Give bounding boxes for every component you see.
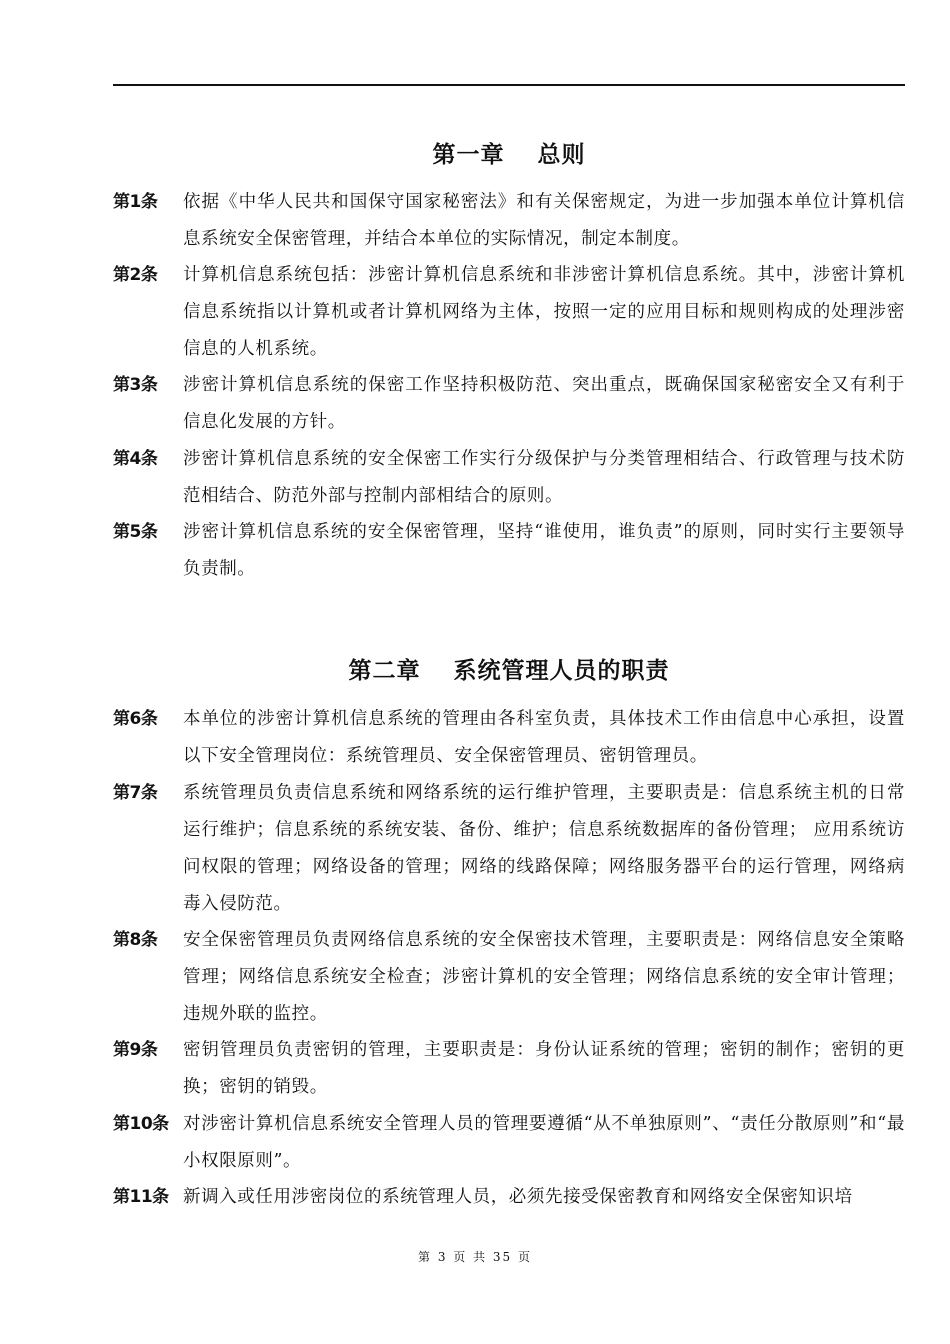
article-6 (113, 701, 905, 775)
article-10 (113, 1106, 905, 1180)
article-text: 系统管理员负责信息系统和网络系统的运行维护管理，主要职责是：信息系统主机的日常运行维护；信息系统的系统安装、备份、维护；信息系统数据库的备份管理； 应用系统访问权限的管理；网络设备的管理；网络的线路保障；网络服务器平台的运行管理，网络病毒入侵防范。 (183, 783, 905, 914)
article-number: 第4条 (113, 449, 158, 469)
article-text: 本单位的涉密计算机信息系统的管理由各科室负责，具体技术工作由信息中心承担，设置以下安全管理岗位：系统管理员、安全保密管理员、密钥管理员。 (183, 709, 905, 766)
article-number: 第8条 (113, 930, 158, 950)
article-text: 新调入或任用涉密岗位的系统管理人员，必须先接受保密教育和网络安全保密知识培 (183, 1187, 853, 1207)
article-number: 第3条 (113, 375, 158, 395)
article-8 (113, 922, 905, 1033)
article-number: 第1条 (113, 192, 158, 212)
header-rule (113, 84, 905, 86)
article-number: 第11条 (113, 1187, 169, 1207)
article-1 (113, 184, 905, 258)
chapter-1-title: 第一章 总则 (432, 142, 586, 168)
article-text: 密钥管理员负责密钥的管理，主要职责是：身份认证系统的管理；密钥的制作；密钥的更换；密钥的销毁。 (183, 1040, 905, 1097)
article-text: 安全保密管理员负责网络信息系统的安全保密技术管理，主要职责是：网络信息安全策略管理；网络信息系统安全检查；涉密计算机的安全管理；网络信息系统的安全审计管理；违规外联的监控。 (183, 930, 905, 1024)
article-number: 第2条 (113, 265, 158, 285)
article-text: 对涉密计算机信息系统安全管理人员的管理要遵循“从不单独原则”、“责任分散原则”和“最小权限原则”。 (183, 1114, 905, 1171)
article-5 (113, 514, 905, 588)
article-text: 计算机信息系统包括：涉密计算机信息系统和非涉密计算机信息系统。其中，涉密计算机信息系统指以计算机或者计算机网络为主体，按照一定的应用目标和规则构成的处理涉密信息的人机系统。 (183, 265, 905, 359)
article-number: 第7条 (113, 783, 158, 803)
article-text: 涉密计算机信息系统的安全保密管理，坚持“谁使用，谁负责”的原则，同时实行主要领导负责制。 (183, 522, 905, 579)
article-4 (113, 441, 905, 515)
article-text: 涉密计算机信息系统的保密工作坚持积极防范、突出重点，既确保国家秘密安全又有利于信息化发展的方针。 (183, 375, 905, 432)
page-footer: 第 3 页 共 35 页 (418, 1250, 532, 1264)
article-11 (113, 1179, 905, 1216)
article-text: 涉密计算机信息系统的安全保密工作实行分级保护与分类管理相结合、行政管理与技术防范相结合、防范外部与控制内部相结合的原则。 (183, 449, 905, 506)
article-number: 第9条 (113, 1040, 158, 1060)
article-9 (113, 1032, 905, 1106)
article-7 (113, 775, 905, 923)
article-number: 第5条 (113, 522, 158, 542)
article-3 (113, 367, 905, 441)
article-text: 依据《中华人民共和国保守国家秘密法》和有关保密规定，为进一步加强本单位计算机信息系统安全保密管理，并结合本单位的实际情况，制定本制度。 (183, 192, 905, 249)
chapter-2-title: 第二章 系统管理人员的职责 (348, 658, 670, 684)
article-number: 第6条 (113, 709, 158, 729)
article-2 (113, 257, 905, 368)
article-number: 第10条 (113, 1114, 169, 1134)
